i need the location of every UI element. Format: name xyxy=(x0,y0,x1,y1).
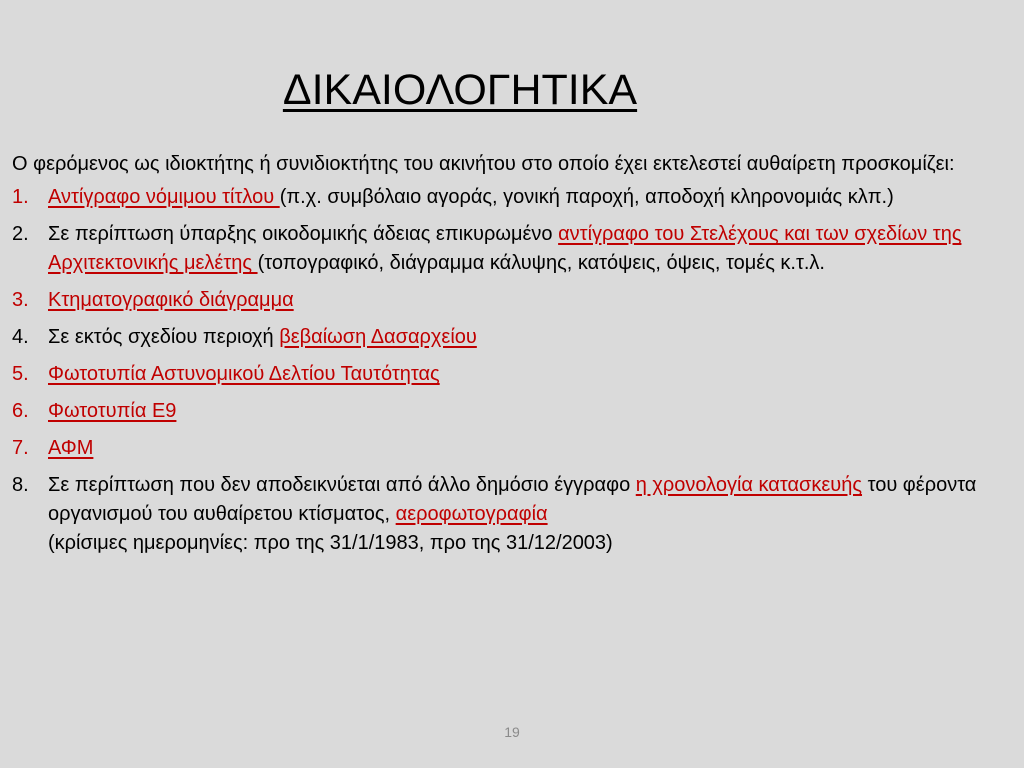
aerial-photo-link[interactable]: αεροφωτογραφία xyxy=(395,503,548,525)
list-item-8 xyxy=(12,471,1010,558)
slide-content xyxy=(12,150,1010,566)
list-item-4 xyxy=(12,323,1010,352)
list-item-text: Σε περίπτωση που δεν αποδεικνύεται από άλλο δημόσιο έγγραφο xyxy=(48,474,636,496)
architectural-plans-link[interactable]: αντίγραφο του Στελέχους και των σχεδίων της Αρχιτεκτονικής μελέτης xyxy=(48,223,962,274)
list-item-text: (τοπογραφικό, διάγραμμα κάλυψης, κατόψεις, όψεις, τομές κ.τ.λ. xyxy=(257,252,825,274)
list-number: 3. xyxy=(12,289,29,311)
intro-paragraph: Ο φερόμενος ως ιδιοκτήτης ή συνιδιοκτήτης του ακινήτου στο οποίο έχει εκτελεστεί αυθαίρετη προσκομίζει: xyxy=(12,153,955,175)
list-number: 6. xyxy=(12,400,29,422)
list-item-1 xyxy=(12,183,1010,212)
afm-link[interactable]: ΑΦΜ xyxy=(48,437,94,459)
list-item-3 xyxy=(12,286,1010,315)
list-number: 8. xyxy=(12,474,29,496)
forestry-certificate-link[interactable]: βεβαίωση Δασαρχείου xyxy=(279,326,477,348)
list-item-text: του φέροντα οργανισμού του αυθαίρετου κτίσματος, xyxy=(48,474,977,525)
list-number: 1. xyxy=(12,186,29,208)
e9-copy-link[interactable]: Φωτοτυπία Ε9 xyxy=(48,400,177,422)
list-item-text: Σε εκτός σχεδίου περιοχή xyxy=(48,326,280,348)
list-number: 5. xyxy=(12,363,29,385)
list-item-text: (π.χ. συμβόλαιο αγοράς, γονική παροχή, αποδοχή κληρονομιάς κλπ.) xyxy=(279,186,894,208)
list-item-6 xyxy=(12,397,1010,426)
list-number: 7. xyxy=(12,437,29,459)
list-item-7 xyxy=(12,434,1010,463)
construction-date-link[interactable]: η χρονολογία κατασκευής xyxy=(635,474,863,496)
list-item-text: (κρίσιμες ημερομηνίες: προ της 31/1/1983, προ της 31/12/2003) xyxy=(48,532,613,554)
id-card-copy-link[interactable]: Φωτοτυπία Αστυνομικού Δελτίου Ταυτότητας xyxy=(48,363,440,385)
requirements-list xyxy=(12,183,1010,558)
list-item-text: Σε περίπτωση ύπαρξης οικοδομικής άδειας επικυρωμένο xyxy=(48,223,559,245)
list-number: 2. xyxy=(12,223,29,245)
list-item-5 xyxy=(12,360,1010,389)
title-deed-link[interactable]: Αντίγραφο νόμιμου τίτλου xyxy=(48,186,280,208)
cadastral-diagram-link[interactable]: Κτηματογραφικό διάγραμμα xyxy=(48,289,294,311)
list-number: 4. xyxy=(12,326,29,348)
page-number: 19 xyxy=(504,724,520,740)
list-item-2 xyxy=(12,220,1010,278)
slide-title: ΔΙΚΑΙΟΛΟΓΗΤΙΚΑ xyxy=(282,66,638,114)
